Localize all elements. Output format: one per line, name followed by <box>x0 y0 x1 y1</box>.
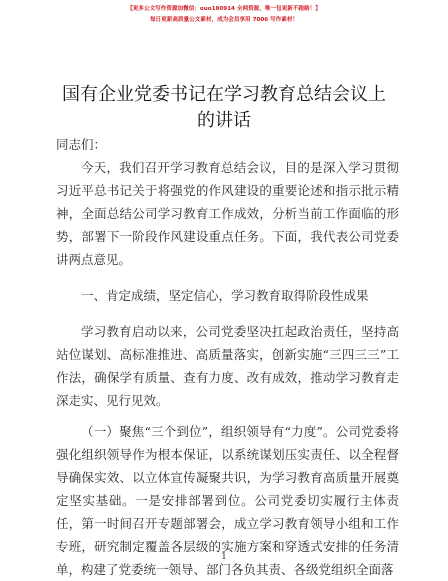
document-body <box>56 133 399 581</box>
body-paragraph: 今天，我们召开学习教育总结会议，目的是深入学习贯彻习近平总书记关于将强党的作风建设的重要论述和指示批示精神，全面总结公司学习教育工作成效，分析当前工作面临的形势，部署下一阶段作风建设重点任务。下面，我代表公司党委讲两点意见。 <box>56 160 399 267</box>
promo-banner <box>0 4 448 26</box>
section-heading: 一、肯定成绩，坚定信心，学习教育取得阶段性成果 <box>81 288 369 303</box>
promo-banner-line-1: 【更多公文写作资源加微信：ouo180914 全网资源，唯一包更新不跑路！】 <box>127 6 321 12</box>
document-title: 国有企业党委书记在学习教育总结会议上的讲话 <box>62 84 386 131</box>
salutation: 同志们： <box>56 137 107 152</box>
promo-banner-line-2: 每日更新高质量公文素材，成为会员享用 7006 写作素材！ <box>149 17 299 23</box>
body-paragraph: 学习教育启动以来，公司党委坚决扛起政治责任，坚持高站位谋划、高标准推进、高质量落实，创新实施“三四三三”工作法，确保学有质量、查有力度、改有成效，推动学习教育走深走实、见行见效。 <box>56 324 399 408</box>
page-number: 1 <box>221 552 227 562</box>
body-paragraph: （一）聚焦“三个到位”，组织领导有“力度”。公司党委将强化组织领导作为根本保证，以系统谋划压实责任、以全程督导确保实效、以立体宣传凝聚共识，为学习教育高质量开展奠定坚实基础。一是安排部署到位。公司党委切实履行主体责任，第一时间召开专题部署会，成立学习教育领导小组和工作专班，研究制定覆盖各层级的实施方案和穿透式安排的任务清单，构建了党委统一领导、部门各负其责、各级党组织全面落 <box>56 424 399 577</box>
